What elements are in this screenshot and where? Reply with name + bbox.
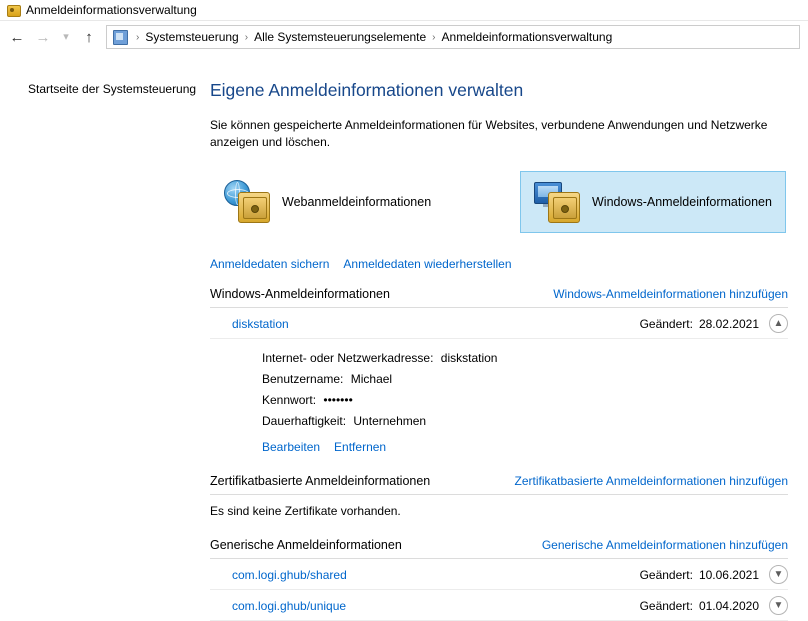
detail-value: ••••••• [323,393,353,407]
modified-label: Geändert: [639,316,693,331]
navigation-bar [0,21,808,53]
detail-label: Kennwort: [262,393,317,407]
backup-restore-links [210,257,788,271]
tile-web-credentials-label: Webanmeldeinformationen [282,195,432,209]
up-button[interactable]: ↑ [85,28,93,46]
main-pane [210,53,808,621]
sidebar-item-control-panel-home[interactable]: Startseite der Systemsteuerung [28,82,197,96]
breadcrumb-item-all-items[interactable]: Alle Systemsteuerungselemente [254,30,427,44]
detail-value: diskstation [440,351,498,365]
content-area [0,53,808,621]
breadcrumb-separator: › [432,31,436,43]
credential-actions [262,440,788,454]
add-windows-credential-link[interactable]: Windows-Anmeldeinformationen hinzufügen [553,287,788,301]
sidebar [0,53,210,621]
page-title: Eigene Anmeldeinformationen verwalten [210,80,524,100]
section-title: Zertifikatbasierte Anmeldeinformationen [210,474,431,488]
forward-button[interactable]: → [35,28,51,46]
section-title: Windows-Anmeldeinformationen [210,287,390,301]
control-panel-icon [111,28,129,46]
address-bar[interactable] [106,25,800,49]
chevron-down-icon[interactable]: ▼ [769,596,788,615]
detail-label: Dauerhaftigkeit: [262,414,347,428]
add-certificate-credential-link[interactable]: Zertifikatbasierte Anmeldeinformationen hinzufügen [514,474,788,488]
credential-name-logi-unique[interactable]: com.logi.ghub/unique [232,598,347,613]
windows-credentials-icon [534,180,580,224]
tile-windows-credentials-label: Windows-Anmeldeinformationen [592,195,772,209]
backup-credentials-link[interactable]: Anmeldedaten sichern [210,257,330,271]
detail-label: Benutzername: [262,372,344,386]
remove-credential-link[interactable]: Entfernen [334,440,387,454]
chevron-up-icon[interactable]: ▲ [769,314,788,333]
breadcrumb-separator: › [136,31,140,43]
section-title: Generische Anmeldeinformationen [210,538,402,552]
section-windows-credentials [210,287,788,458]
page-description: Sie können gespeicherte Anmeldeinformationen für Websites, verbundene Anwendungen und Netzwerke anzeigen und löschen. [210,118,768,149]
credential-name-diskstation[interactable]: diskstation [232,316,289,331]
table-row[interactable] [210,308,788,339]
section-generic-credentials [210,538,788,621]
detail-value: Unternehmen [353,414,427,428]
chevron-down-icon[interactable]: ▼ [769,565,788,584]
modified-date: 28.02.2021 [698,316,759,331]
credential-category-tiles [210,171,788,233]
chevron-down-icon[interactable]: ▾ [63,30,69,43]
section-header [210,474,788,495]
back-button[interactable]: ← [9,28,25,46]
tile-web-credentials[interactable] [210,171,446,233]
breadcrumb-item-credential-manager[interactable]: Anmeldeinformationsverwaltung [441,30,613,44]
tile-spacer [446,171,520,233]
section-certificate-credentials [210,474,788,522]
table-row[interactable] [210,559,788,590]
certificates-empty-message: Es sind keine Zertifikate vorhanden. [210,504,401,518]
add-generic-credential-link[interactable]: Generische Anmeldeinformationen hinzufügen [541,538,788,552]
credential-name-logi-shared[interactable]: com.logi.ghub/shared [232,567,347,582]
window-titlebar [0,0,808,21]
tile-windows-credentials[interactable] [520,171,786,233]
modified-date: 10.06.2021 [698,567,759,582]
detail-network-address [262,348,788,369]
detail-value: Michael [350,372,393,386]
window-title: Anmeldeinformationsverwaltung [26,3,197,17]
credential-key-icon [6,3,20,17]
restore-credentials-link[interactable]: Anmeldedaten wiederherstellen [343,257,512,271]
web-credentials-icon [224,180,270,224]
modified-label: Geändert: [639,598,693,613]
credential-details-diskstation [210,339,788,458]
detail-persistence [262,411,788,432]
breadcrumb-item-control-panel[interactable]: Systemsteuerung [145,30,239,44]
modified-date: 01.04.2020 [698,598,759,613]
section-header [210,538,788,559]
detail-username [262,369,788,390]
detail-password [262,390,788,411]
breadcrumb-separator: › [244,31,249,43]
table-row[interactable] [210,590,788,621]
edit-credential-link[interactable]: Bearbeiten [262,440,321,454]
section-header [210,287,788,308]
modified-label: Geändert: [639,567,693,582]
detail-label: Internet- oder Netzwerkadresse: [262,351,434,365]
